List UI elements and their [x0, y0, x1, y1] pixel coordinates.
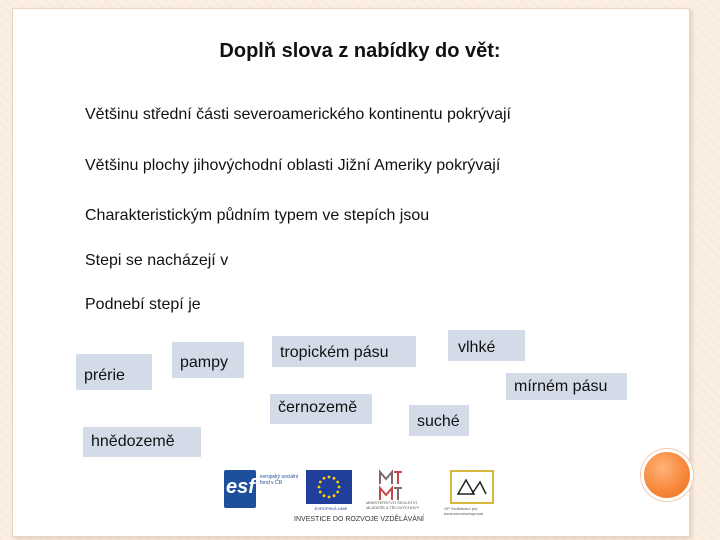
msmt-caption: MINISTERSTVO ŠKOLSTVÍ, MLÁDEŽE A TĚLOVÝCHOVY	[366, 500, 420, 510]
eu-stars-icon	[306, 470, 352, 504]
op-caption: OP Vzdělávání pro konkurenceschopnost	[444, 506, 483, 516]
word-card-cernozeme[interactable]: černozemě	[270, 394, 372, 424]
sentence-3: Charakteristickým půdním typem ve stepích jsou	[85, 207, 430, 224]
funding-logos	[216, 466, 502, 530]
word-card-pampy[interactable]: pampy	[172, 342, 244, 378]
op-logo	[450, 470, 494, 504]
eu-caption: EVROPSKÁ UNIE	[314, 506, 348, 511]
sentence-4: Stepi se nacházejí v	[85, 252, 229, 269]
word-card-vlhke[interactable]: vlhké	[448, 330, 525, 361]
sentence-1: Většinu střední části severoamerického kontinentu pokrývají	[85, 106, 511, 123]
word-card-prerie[interactable]: prérie	[76, 354, 152, 390]
op-logo-icon	[452, 472, 492, 502]
sentence-5: Podnebí stepí je	[85, 296, 201, 313]
content-panel	[12, 8, 690, 537]
esf-logo	[224, 470, 256, 508]
word-card-suche[interactable]: suché	[409, 405, 469, 436]
esf-logo-mark: esf	[226, 476, 255, 498]
slide-title: Doplň slova z nabídky do vět:	[219, 40, 501, 62]
word-card-hnedozeme[interactable]: hnědozemě	[83, 427, 201, 457]
eu-flag-logo	[306, 470, 352, 504]
decorative-circle	[641, 449, 693, 501]
word-card-tropickem-pasu[interactable]: tropickém pásu	[272, 336, 416, 367]
esf-logo-text: evropský sociální fond v ČR	[260, 474, 299, 486]
msmt-logo	[376, 468, 420, 504]
investice-caption: INVESTICE DO ROZVOJE VZDĚLÁVÁNÍ	[294, 516, 424, 523]
word-card-mirnem-pasu[interactable]: mírném pásu	[506, 373, 627, 400]
msmt-logo-icon	[376, 468, 420, 504]
sentence-2: Většinu plochy jihovýchodní oblasti Jižní Ameriky pokrývají	[85, 157, 501, 174]
